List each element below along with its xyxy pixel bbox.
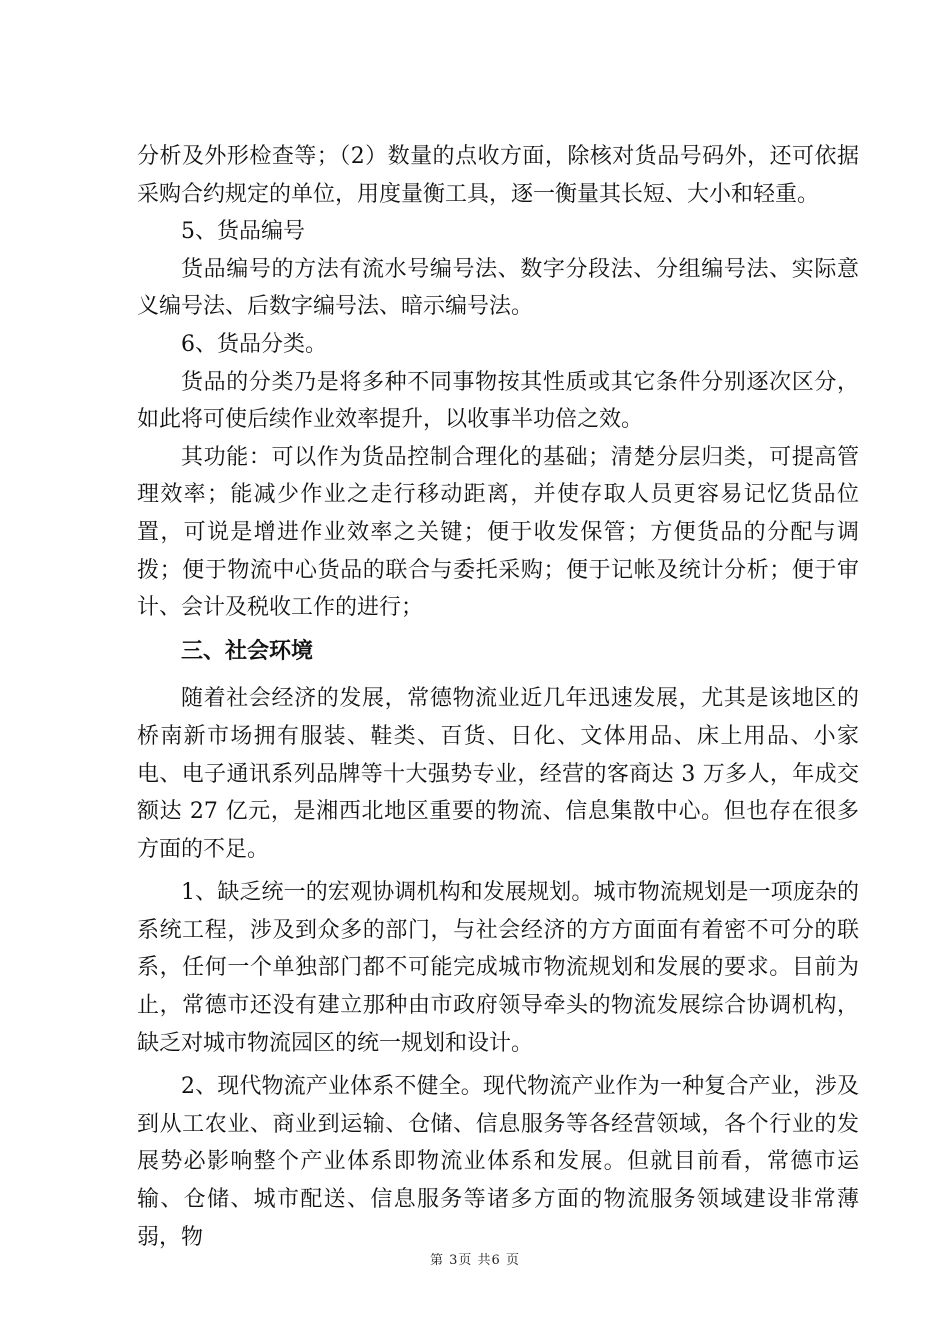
paragraph-inspection-continued: 分析及外形检查等；（2）数量的点收方面，除核对货品号码外，还可依据采购合约规定的单位，用度量衡工具，逐一衡量其长短、大小和轻重。 [137, 144, 859, 207]
section-heading-social-environment: 三、社会环境 [181, 638, 314, 664]
paragraph-goods-classification: 货品的分类乃是将多种不同事物按其性质或其它条件分别逐次区分，如此将可使后续作业效率提升，以收事半功倍之效。 [137, 369, 859, 433]
paragraph-point-1: 1、缺乏统一的宏观协调机构和发展规划。城市物流规划是一项庞杂的系统工程，涉及到众多的部门，与社会经济的方方面面有着密不可分的联系，任何一个单独部门都不可能完成城市物流规划和发展的要求。目前为止，常德市还没有建立那种由市政府领导牵头的物流发展综合协调机构，缺乏对城市物流园区的统一规划和设计。 [137, 880, 859, 1056]
paragraph-goods-numbering: 货品编号的方法有流水号编号法、数字分段法、分组编号法、实际意义编号法、后数字编号法、暗示编号法。 [137, 256, 859, 320]
spacer [137, 670, 859, 680]
section-goods-classification-title: 6、货品分类。 [181, 331, 327, 357]
page-footer: 第 3页 共6 页 [430, 1253, 520, 1268]
document-body [137, 138, 859, 1256]
paragraph-social-environment: 随着社会经济的发展，常德物流业近几年迅速发展，尤其是该地区的桥南新市场拥有服装、鞋类、百货、日化、文体用品、床上用品、小家电、电子通讯系列品牌等十大强势专业，经营的客商达 3 万多人，年成交额达 27 亿元，是湘西北地区重要的物流、信息集散中心。但也存在很多方面的不足。 [137, 686, 859, 862]
paragraph-point-2: 2、现代物流产业体系不健全。现代物流产业作为一种复合产业，涉及到从工农业、商业到运输、仓储、信息服务等各经营领域，各个行业的发展势必影响整个产业体系即物流业体系和发展。但就目前看，常德市运输、仓储、城市配送、信息服务等诸多方面的物流服务领域建设非常薄弱，物 [137, 1074, 859, 1250]
paragraph-classification-functions: 其功能：可以作为货品控制合理化的基础；清楚分层归类，可提高管理效率；能减少作业之走行移动距离，并使存取人员更容易记忆货品位置，可说是增进作业效率之关键；便于收发保管；方便货品的分配与调拨；便于物流中心货品的联合与委托采购；便于记帐及统计分析；便于审计、会计及税收工作的进行； [137, 444, 859, 621]
section-goods-numbering-title: 5、货品编号 [181, 219, 305, 245]
